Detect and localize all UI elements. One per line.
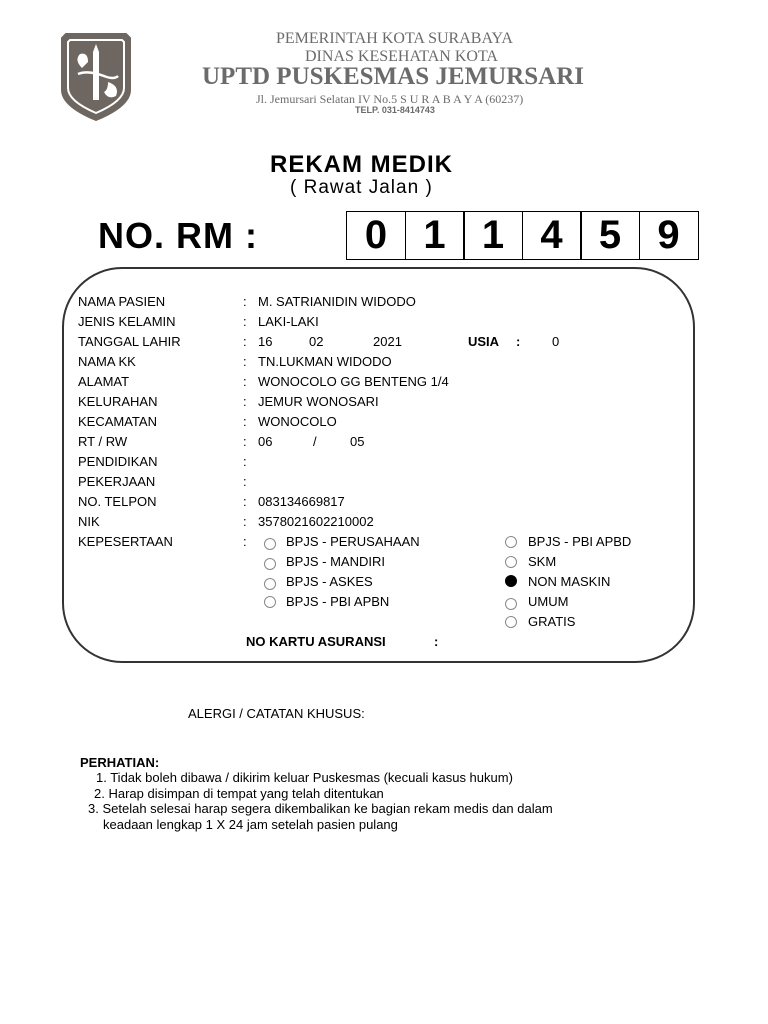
value-rt: 06: [258, 434, 273, 449]
document-subtitle: ( Rawat Jalan ): [290, 177, 433, 198]
label-pendidikan: PENDIDIKAN: [78, 454, 158, 469]
label-nama: NAMA PASIEN: [78, 294, 166, 309]
colon: :: [243, 454, 247, 469]
colon: :: [516, 334, 521, 349]
colon: :: [243, 534, 247, 549]
label-kepesertaan: KEPESERTAAN: [78, 534, 173, 549]
option-label: BPJS - MANDIRI: [286, 554, 385, 569]
colon: :: [243, 474, 247, 489]
label-kelurahan: KELURAHAN: [78, 394, 158, 409]
value-nama: M. SATRIANIDIN WIDODO: [258, 294, 416, 309]
radio-bpjs-askes[interactable]: [264, 578, 276, 590]
option-label: BPJS - PBI APBN: [286, 594, 390, 609]
label-no-kartu-asuransi: NO KARTU ASURANSI: [246, 634, 386, 649]
notice-item: 1. Tidak boleh dibawa / dikirim keluar Puskesmas (kecuali kasus hukum): [96, 770, 513, 785]
rm-digit: 0: [346, 211, 406, 260]
label-alergi: ALERGI / CATATAN KHUSUS:: [188, 706, 365, 721]
radio-bpjs-perusahaan[interactable]: [264, 538, 276, 550]
notice-item: keadaan lengkap 1 X 24 jam setelah pasien pulang: [103, 817, 398, 832]
organization-name: UPTD PUSKESMAS JEMURSARI: [202, 63, 584, 90]
rm-digit: 9: [639, 211, 699, 260]
value-alamat: WONOCOLO GG BENTENG 1/4: [258, 374, 449, 389]
notice-item: 2. Harap disimpan di tempat yang telah ditentukan: [94, 786, 384, 801]
option-label: BPJS - PERUSAHAAN: [286, 534, 420, 549]
surabaya-emblem-icon: [58, 30, 134, 122]
header-address: Jl. Jemursari Selatan IV No.5 S U R A B A Y A (60237): [256, 92, 524, 106]
colon: :: [243, 494, 247, 509]
colon: :: [243, 394, 247, 409]
label-rt-rw: RT / RW: [78, 434, 128, 449]
colon: :: [243, 414, 247, 429]
option-label: BPJS - ASKES: [286, 574, 373, 589]
notice-title: PERHATIAN:: [80, 755, 160, 770]
radio-bpjs-pbi-apbd[interactable]: [505, 536, 517, 548]
colon: :: [243, 514, 247, 529]
rm-digit: 1: [463, 211, 523, 260]
value-tgl-day: 16: [258, 334, 273, 349]
rm-number-label: NO. RM :: [98, 215, 258, 256]
option-label: SKM: [528, 554, 557, 569]
rt-rw-separator: /: [313, 434, 317, 449]
rm-digit: 1: [405, 211, 465, 260]
colon: :: [434, 634, 439, 649]
label-pekerjaan: PEKERJAAN: [78, 474, 156, 489]
label-jenis-kelamin: JENIS KELAMIN: [78, 314, 176, 329]
colon: :: [243, 374, 247, 389]
value-kecamatan: WONOCOLO: [258, 414, 337, 429]
label-telpon: NO. TELPON: [78, 494, 157, 509]
label-tanggal-lahir: TANGGAL LAHIR: [78, 334, 181, 349]
radio-skm[interactable]: [505, 556, 517, 568]
value-tgl-year: 2021: [373, 334, 402, 349]
colon: :: [243, 294, 247, 309]
value-usia: 0: [552, 334, 560, 349]
radio-bpjs-mandiri[interactable]: [264, 558, 276, 570]
value-jenis-kelamin: LAKI-LAKI: [258, 314, 319, 329]
rm-number-boxes: [346, 211, 699, 260]
header-line1: PEMERINTAH KOTA SURABAYA: [276, 30, 513, 47]
colon: :: [243, 314, 247, 329]
value-telpon: 083134669817: [258, 494, 345, 509]
radio-gratis[interactable]: [505, 616, 517, 628]
value-kelurahan: JEMUR WONOSARI: [258, 394, 379, 409]
label-kecamatan: KECAMATAN: [78, 414, 157, 429]
header-phone: TELP. 031-8414743: [355, 105, 435, 115]
rm-digit: 4: [522, 211, 582, 260]
label-alamat: ALAMAT: [78, 374, 130, 389]
notice-item: 3. Setelah selesai harap segera dikembalikan ke bagian rekam medis dan dalam: [88, 801, 553, 816]
radio-bpjs-pbi-apbn[interactable]: [264, 596, 276, 608]
colon: :: [243, 354, 247, 369]
value-rw: 05: [350, 434, 365, 449]
option-label: BPJS - PBI APBD: [528, 534, 632, 549]
value-nama-kk: TN.LUKMAN WIDODO: [258, 354, 392, 369]
label-nik: NIK: [78, 514, 100, 529]
rm-digit: 5: [580, 211, 640, 260]
radio-umum[interactable]: [505, 598, 517, 610]
radio-non-maskin[interactable]: [505, 575, 517, 587]
label-nama-kk: NAMA KK: [78, 354, 136, 369]
option-label: GRATIS: [528, 614, 576, 629]
value-nik: 3578021602210002: [258, 514, 374, 529]
colon: :: [243, 434, 247, 449]
option-label: UMUM: [528, 594, 569, 609]
value-tgl-month: 02: [309, 334, 324, 349]
option-label: NON MASKIN: [528, 574, 611, 589]
header-line2: DINAS KESEHATAN KOTA: [305, 48, 498, 65]
document-title: REKAM MEDIK: [270, 151, 453, 178]
label-usia: USIA: [468, 334, 500, 349]
colon: :: [243, 334, 247, 349]
